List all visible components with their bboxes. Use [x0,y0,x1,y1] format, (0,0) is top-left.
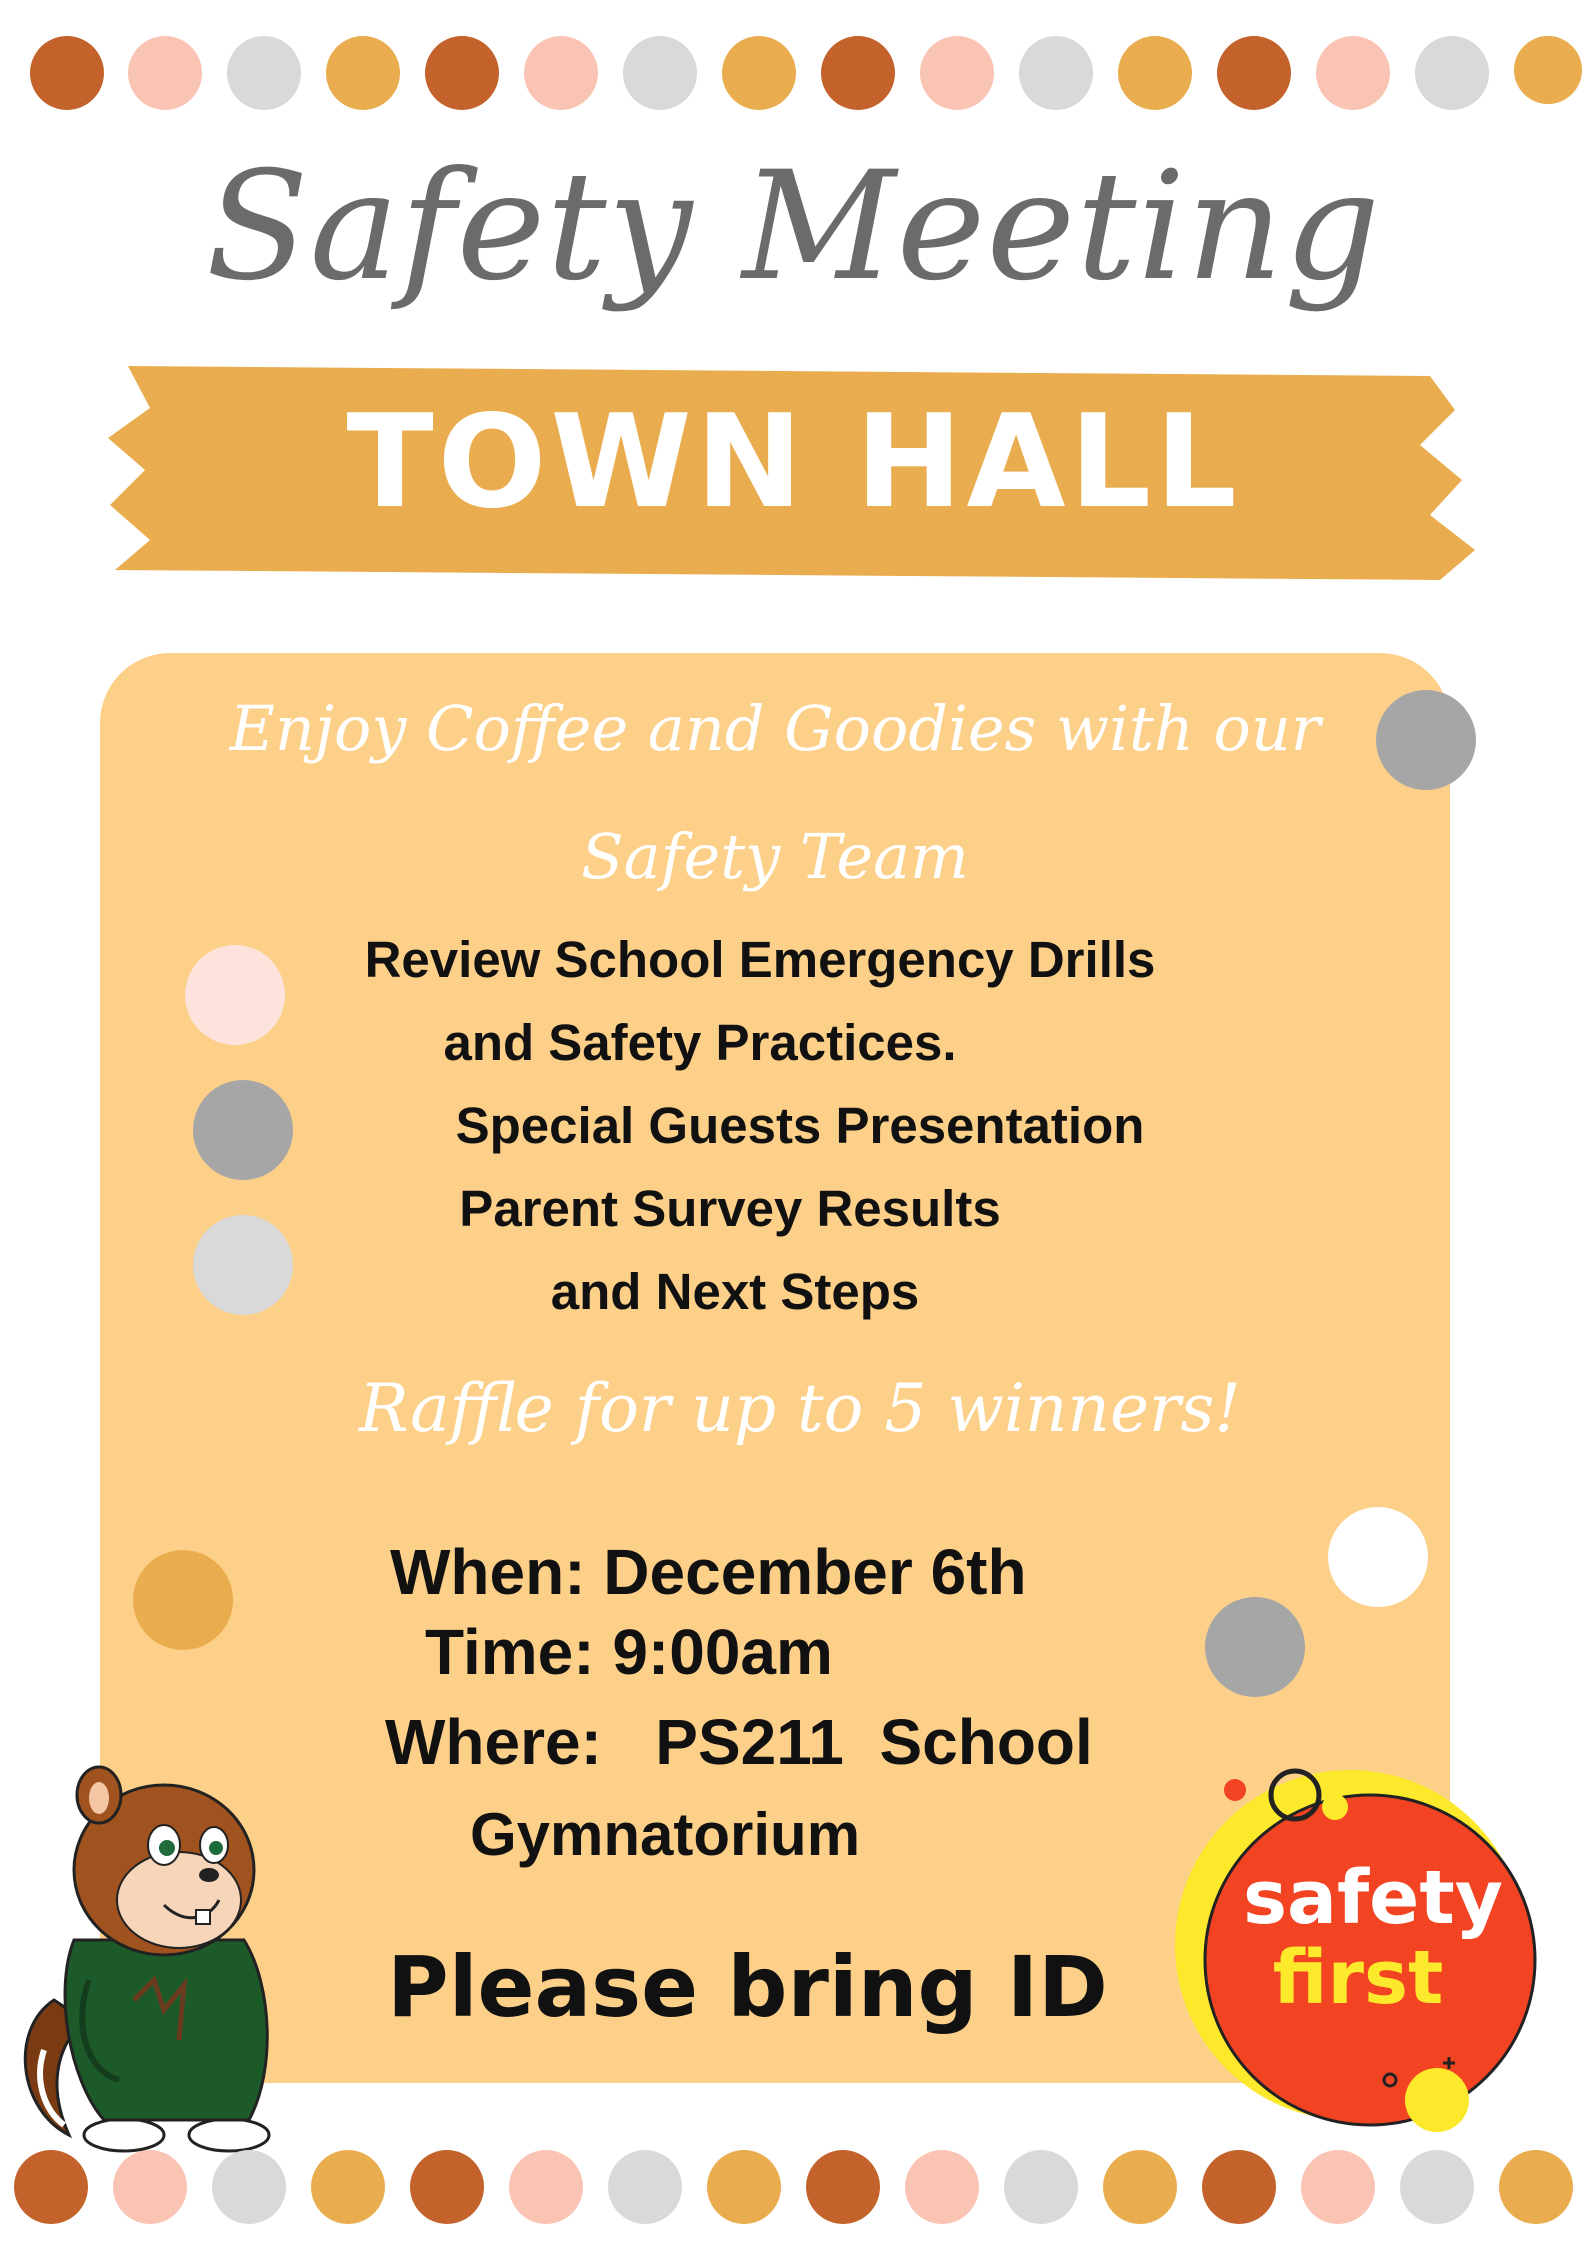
dot [113,2150,187,2224]
event-location: Where: PS211 School [385,1706,1093,1778]
title-script: Safety Meeting [205,140,1382,314]
event-date: When: December 6th [390,1536,1027,1608]
badge-line-1: safety [1243,1855,1503,1941]
agenda-item: Review School Emergency Drills [364,931,1156,988]
bring-id-note: Please bring ID [387,1938,1108,2036]
dot [311,2150,385,2224]
side-dot [133,1550,233,1650]
side-dot [1328,1507,1428,1607]
side-dot [193,1080,293,1180]
dot [707,2150,781,2224]
agenda-item: and Safety Practices. [443,1014,957,1071]
dot [509,2150,583,2224]
dot [410,2150,484,2224]
side-dot [185,945,285,1045]
dot [14,2150,88,2224]
intro-line-1: Enjoy Coffee and Goodies with our [229,692,1321,765]
dot [608,2150,682,2224]
dot [1103,2150,1177,2224]
intro-line-2: Safety Team [581,820,969,893]
dot [1301,2150,1375,2224]
town-hall-heading: TOWN HALL [346,388,1241,537]
raffle-line: Raffle for up to 5 winners! [359,1370,1241,1447]
agenda-item: Special Guests Presentation [455,1097,1145,1154]
agenda-item: and Next Steps [550,1263,920,1320]
dot [1499,2150,1573,2224]
dot [212,2150,286,2224]
agenda-item: Parent Survey Results [459,1180,1001,1237]
side-dot [1205,1597,1305,1697]
event-location-venue: Gymnatorium [470,1801,861,1868]
dot [1202,2150,1276,2224]
dot [905,2150,979,2224]
dot [1004,2150,1078,2224]
chipmunk-mascot-icon [14,1750,289,2160]
dot [1400,2150,1474,2224]
badge-line-2: first [1272,1935,1444,2021]
dot [806,2150,880,2224]
side-dot [193,1215,293,1315]
event-time: Time: 9:00am [425,1616,833,1688]
